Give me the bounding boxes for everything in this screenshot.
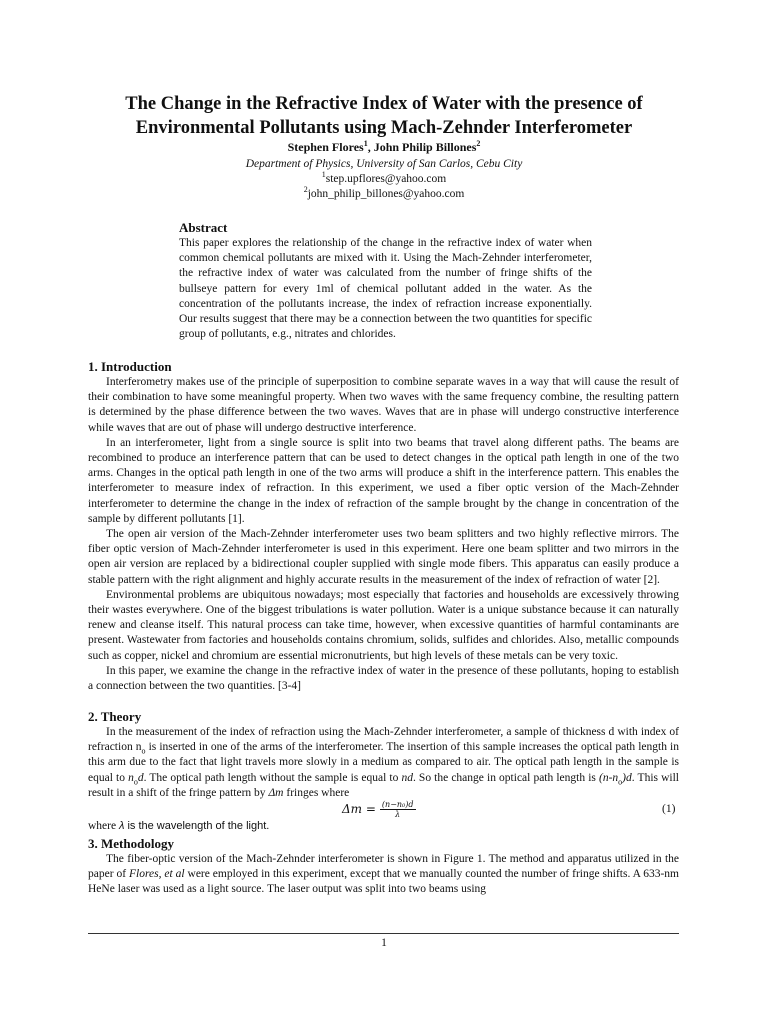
author-list xyxy=(60,139,708,155)
methodology-text: The fiber-optic version of the Mach-Zehnder interferometer is shown in Figure 1. The method and apparatus utilized in the paper of xyxy=(88,853,679,881)
equation-lhs: Δm = xyxy=(342,802,376,816)
math-symbol: Δm xyxy=(268,786,284,799)
theory-heading: 2. Theory xyxy=(88,709,142,724)
subscript: o xyxy=(618,776,623,786)
methodology-paragraph xyxy=(88,852,679,898)
lambda-symbol: λ xyxy=(118,820,125,832)
footer-divider xyxy=(88,933,679,934)
intro-paragraph: Environmental problems are ubiquitous nowadays; most especially that factories and households are excessively throwing their wastes everywhere. One of the biggest tribulations is water pollution. Water is a unique substance because it can naturally renew and cleanse itself. This natural process can take time, however, when excessive quantities of harmful contaminants are present. Wastewater from factories and households contains chromium, solids, sulfides and chlorides. Also, metallic compounds such as copper, nickel and chromium are essential micronutrients, but high levels of these metals can be very toxic. xyxy=(88,588,679,662)
theory-text: . This will result in a shift of the fringe pattern by xyxy=(88,771,679,799)
author-1: Stephen Flores xyxy=(287,140,364,154)
math-symbol: n xyxy=(128,771,134,784)
email-2-mark: 2 xyxy=(303,185,308,195)
subscript: o xyxy=(133,776,138,786)
theory-body xyxy=(88,725,679,801)
abstract-heading: Abstract xyxy=(179,220,228,235)
title-line-2: Environmental Pollutants using Mach-Zehnder Interferometer xyxy=(135,118,633,138)
affiliation-block xyxy=(60,157,708,202)
intro-paragraph: In this paper, we examine the change in the refractive index of water in the presence of these pollutants, hoping to establish a connection between the two quantities. [3-4] xyxy=(88,664,679,693)
introduction-body xyxy=(88,375,679,694)
email-1: step.upflores@yahoo.com xyxy=(325,173,447,185)
equation-denominator: λ xyxy=(395,810,401,819)
subscript: o xyxy=(141,746,146,756)
equation-numerator: (n−n₀)d xyxy=(381,800,414,809)
methodology-body xyxy=(88,852,679,898)
theory-text: In the measurement of the index of refraction using the Mach-Zehnder interferometer, a sample of thickness d with index of refraction n xyxy=(88,726,679,754)
theory-text: fringes where xyxy=(283,786,350,799)
intro-paragraph: Interferometry makes use of the principle of superposition to combine separate waves in a way that will cause the result of their combination to have some meaningful property. When two waves with the same frequency combine, the resulting pattern is determined by the phase difference between the two waves. Waves that are in phase will undergo constructive interference while waves that are out of phase will undergo destructive interference. xyxy=(88,376,679,434)
title-line-1: The Change in the Refractive Index of Water with the presence of xyxy=(125,94,643,114)
intro-paragraph: The open air version of the Mach-Zehnder interferometer uses two beam splitters and two highly reflective mirrors. The fiber optic version of Mach-Zehnder interferometer is used in this experiment. Here one beam splitter and two mirrors in the open air version are replaced by a bidirectional coupler supplied with single mode fibers. This apparatus can easily produce a stable pattern with the right alignment and highly accurate results in the measurement of the index of refraction of water [2]. xyxy=(88,528,679,586)
abstract-text: This paper explores the relationship of the change in the refractive index of water when common chemical pollutants are mixed with it. Using the Mach-Zehnder interferometer, the refractive index of water was calculated from the number of fringe shifts of the bullseye pattern for every 1ml of chemical pollutant added in the water. As the concentration of the pollutants increase, the index of refraction increase exponentially. Our results suggest that there may be a connection between the two quantities for specific group of pollutants, e.g., nitrates and chlorides. xyxy=(179,237,592,341)
department-line: Department of Physics, University of San Carlos, Cebu City xyxy=(245,158,523,170)
where-text: where xyxy=(88,820,119,832)
citation-italic: Flores, et al xyxy=(129,868,185,881)
email-line-1 xyxy=(60,172,708,187)
equation-number: (1) xyxy=(662,803,676,815)
author-1-affil-mark: 1 xyxy=(363,139,368,148)
page-number: 1 xyxy=(381,937,387,949)
equation-explanation xyxy=(88,820,269,832)
math-symbol: )d xyxy=(622,771,632,784)
equation-1 xyxy=(342,800,416,819)
theory-paragraph xyxy=(88,725,679,801)
email-line-2 xyxy=(60,187,708,202)
methodology-text: were employed in this experiment, except that we manually counted the number of fringe shifts. A 633-nm HeNe laser was used as a light source. The laser output was split into two beams using xyxy=(88,868,680,896)
intro-paragraph: In an interferometer, light from a single source is split into two beams that travel along different paths. The beams are recombined to produce an interference pattern that can be used to detect changes in the optical path length in one of the two arms. Changes in the optical path length in one of the two arms will produce a shift in the interference pattern. This enables the interferometer to measure index of refraction. In this experiment, we used a fiber optic version of the Mach-Zehnder interferometer to determine the change in the index of refraction of the sample brought by the change in concentration of the sample by different pollutants [1]. xyxy=(88,436,679,525)
math-symbol: nd xyxy=(401,771,413,784)
math-symbol: (n-n xyxy=(599,771,619,784)
methodology-heading: 3. Methodology xyxy=(88,836,174,851)
email-2: john_philip_billones@yahoo.com xyxy=(307,188,465,200)
theory-text: is inserted in one of the arms of the interferometer. The insertion of this sample increases the optical path length in this arm due to the fact that light travels more slowly in a medium as compared to air. The optical path length in the sample is equal to xyxy=(88,741,679,784)
equation-fraction xyxy=(380,800,416,819)
math-symbol: d xyxy=(137,771,144,784)
introduction-heading: 1. Introduction xyxy=(88,359,172,374)
where-tail: is the wavelength of the light. xyxy=(124,820,270,832)
paper-title xyxy=(60,92,708,140)
theory-text: . So the change in optical path length is xyxy=(412,771,599,784)
email-1-mark: 1 xyxy=(321,170,326,180)
theory-text: . The optical path length without the sample is equal to xyxy=(143,771,402,784)
author-2: John Philip Billones xyxy=(373,140,477,154)
author-separator: , xyxy=(367,140,374,154)
author-2-affil-mark: 2 xyxy=(476,139,481,148)
